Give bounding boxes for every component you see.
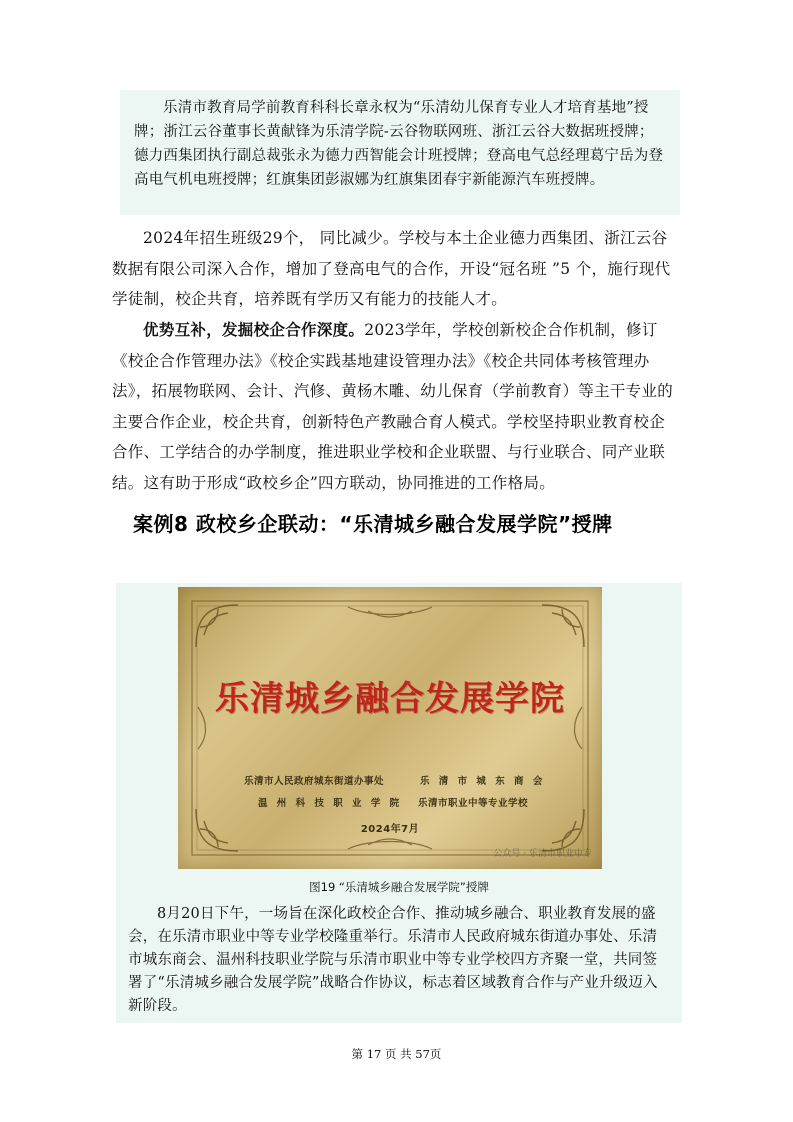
- watermark: 公众号 · 乐清市职业中专: [493, 849, 592, 859]
- quote-box-text: 乐清市教育局学前教育科科长章永权为“乐清幼儿保育专业人才培育基地”授牌；浙江云谷董事长黄献锋为乐清学院-云谷物联网班、浙江云谷大数据班授牌；德力西集团执行副总裁张永为德力西智能会计班授牌；登高电气总经理葛宁岳为登高电气机电班授牌；红旗集团彭淑娜为红旗集团春宇新能源汽车班授牌。: [134, 100, 664, 188]
- figure-description: 8月20日下午，一场旨在深化政校企合作、推动城乡融合、职业教育发展的盛会，在乐清市职业中等专业学校隆重举行。乐清市人民政府城东街道办事处、乐清市城东商会、温州科技职业学院与乐清市职业中等专业学校四方齐聚一堂，共同签署了“乐清城乡融合发展学院”战略合作协议，标志着区域教育合作与产业升级迈入新阶段。: [128, 906, 658, 1014]
- paragraph-enrollment: 2024年招生班级29个， 同比减少。学校与本土企业德力西集团、浙江云谷数据有限公司深入合作，增加了登高电气的合作，开设“冠名班 ”5 个，施行现代学徒制，校企共育，培养既有学历又有能力的技能人才。: [112, 229, 671, 308]
- plaque-image: [178, 587, 602, 869]
- paragraph-cooperation-body: 2023学年，学校创新校企合作机制，修订《校企合作管理办法》《校企实践基地建设管理办法》《校企共同体考核管理办法》，拓展物联网、会计、汽修、黄杨木雕、幼儿保育（学前教育）等主干专业的主要合作企业，校企共育，创新特色产教融合育人模式。学校坚持职业教育校企合作、工学结合的办学制度，推进职业学校和企业联盟、与行业联合、同产业联结。这有助于形成“政校乡企”四方联动，协同推进的工作格局。: [112, 321, 674, 492]
- figure-caption: 图19 “乐清城乡融合发展学院”授牌: [309, 880, 489, 894]
- page-footer: 第 17 页 共 57页: [351, 1047, 442, 1061]
- case-heading: 案例8 政校乡企联动：“乐清城乡融合发展学院”授牌: [133, 512, 613, 536]
- plaque-signatory-2: 乐 清 市 城 东 商 会: [420, 776, 546, 787]
- plaque-title: 乐清城乡融合发展学院: [215, 679, 565, 719]
- paragraph-lead-heading: 优势互补，发掘校企合作深度。: [143, 321, 365, 339]
- paragraph-cooperation: [112, 315, 678, 498]
- plaque-signatory-4: 乐清市职业中等专业学校: [418, 798, 529, 809]
- quote-box-awards: [120, 90, 680, 215]
- plaque-signatory-3: 温 州 科 技 职 业 学 院: [258, 798, 403, 809]
- plaque-date: 2024年7月: [360, 824, 420, 835]
- figure-box: [116, 583, 682, 1023]
- plaque-signatory-1: 乐清市人民政府城东街道办事处: [244, 776, 385, 787]
